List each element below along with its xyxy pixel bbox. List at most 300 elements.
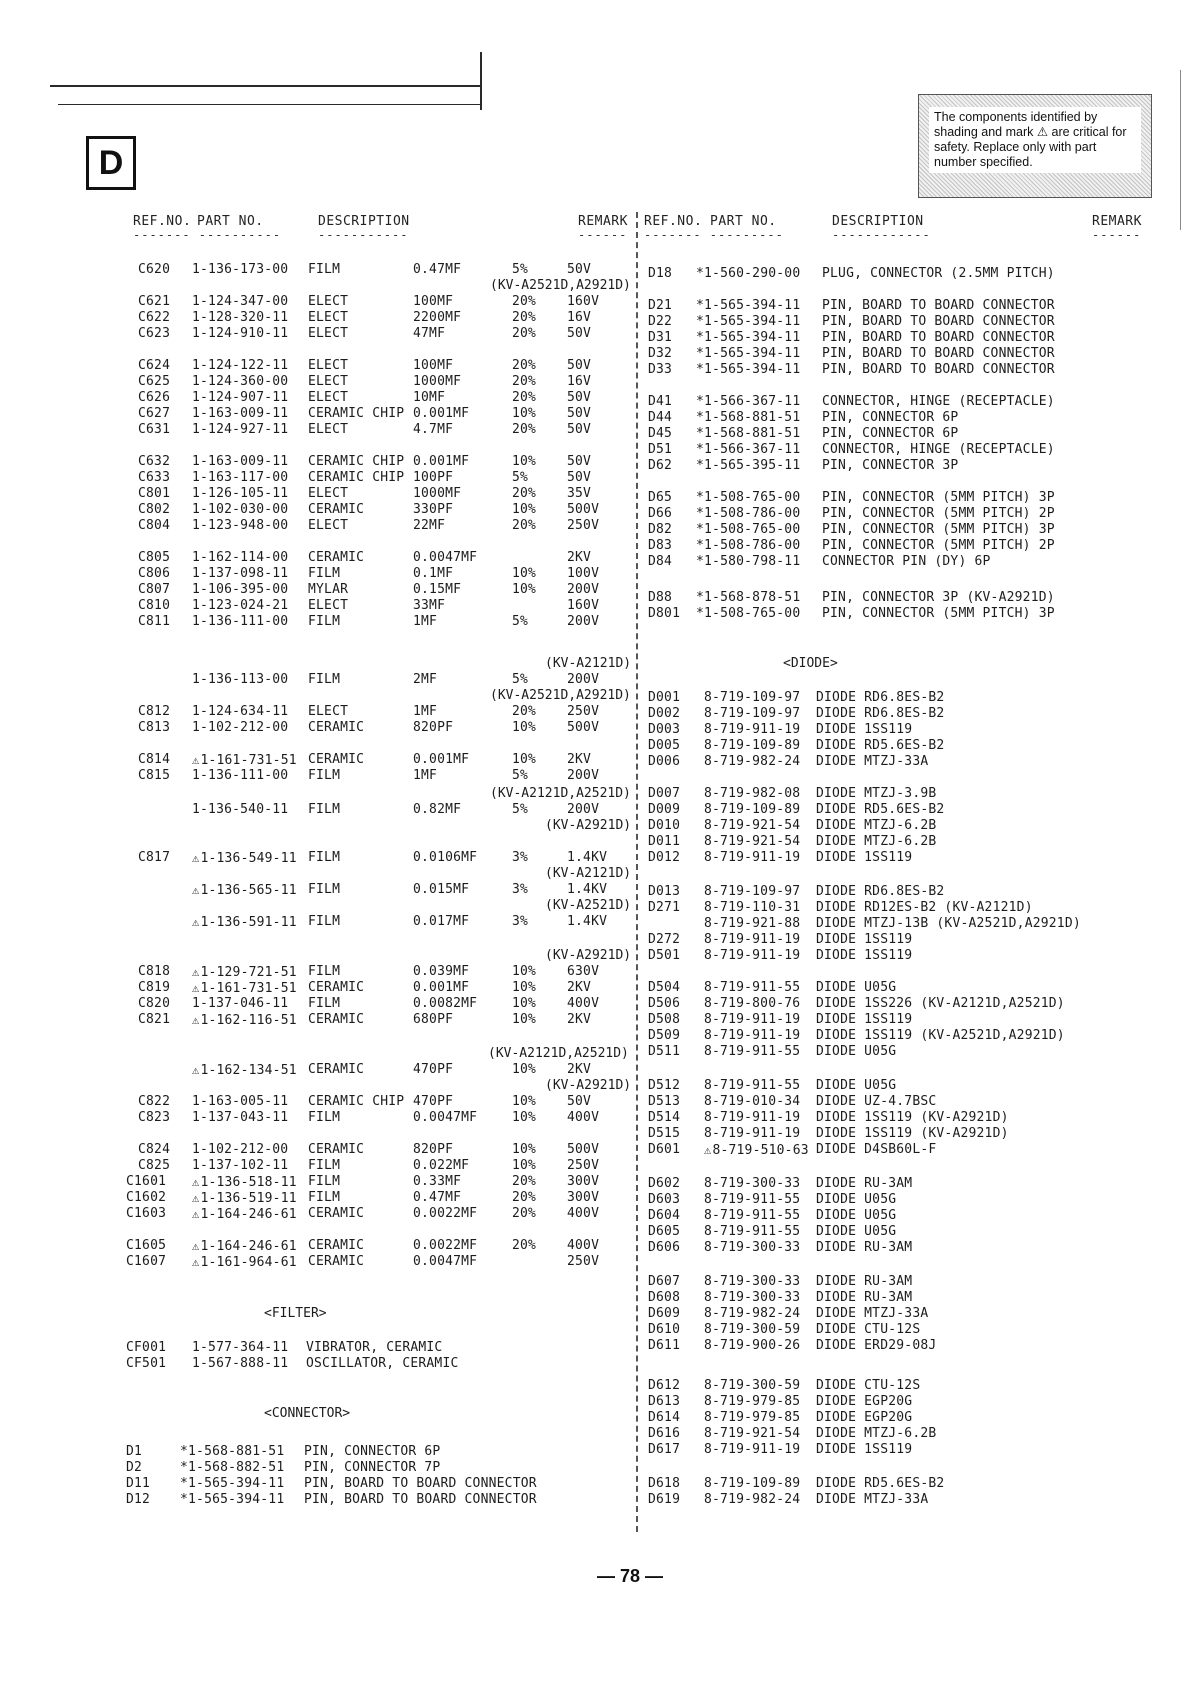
- part-no: [696, 606, 800, 622]
- tolerance: [512, 1094, 536, 1110]
- component-type-text: ELECT: [308, 326, 349, 341]
- tolerance: [512, 310, 536, 326]
- description: [816, 1176, 912, 1192]
- tolerance-text: 20%: [512, 358, 537, 373]
- component-type-text: FILM: [308, 614, 341, 629]
- ref-no-text: D509: [648, 1028, 681, 1043]
- component-value-text: 1MF: [413, 704, 438, 719]
- component-type-text: FILM: [308, 1190, 341, 1205]
- ref-no: [648, 1028, 680, 1044]
- part-no-text: 8-719-010-34: [704, 1094, 801, 1109]
- ref-no-text: C625: [138, 374, 171, 389]
- voltage-rating-text: 1.4KV: [567, 882, 608, 897]
- ref-no: [648, 1274, 680, 1290]
- voltage-rating: [567, 850, 607, 866]
- ref-no-text: D508: [648, 1012, 681, 1027]
- part-no: [696, 330, 800, 346]
- description-text: PIN, CONNECTOR 3P: [822, 458, 959, 473]
- ref-no: [138, 582, 170, 598]
- description-text: PIN, CONNECTOR (5MM PITCH) 2P: [822, 506, 1055, 521]
- description-text: DIODE RU-3AM: [816, 1274, 913, 1289]
- component-type-text: CERAMIC CHIP: [308, 1094, 405, 1109]
- part-no: [704, 884, 800, 900]
- part-no-text: 1-102-212-00: [192, 1142, 289, 1157]
- part-no: [696, 362, 800, 378]
- ref-no: [138, 768, 170, 784]
- remark-note: (KV-A2521D): [545, 898, 632, 913]
- ref-no-text: D22: [648, 314, 673, 329]
- part-no: [192, 1062, 297, 1079]
- part-no: [696, 538, 800, 554]
- ref-no-text: D609: [648, 1306, 681, 1321]
- component-type-text: CERAMIC: [308, 980, 365, 995]
- component-type-text: FILM: [308, 672, 341, 687]
- ref-no-text: D007: [648, 786, 681, 801]
- voltage-rating: [567, 752, 591, 768]
- part-no-text: 8-719-979-85: [704, 1410, 801, 1425]
- description-text: DIODE 1SS119: [816, 722, 913, 737]
- part-no: [704, 850, 800, 866]
- component-value-text: 22MF: [413, 518, 446, 533]
- voltage-rating-text: 400V: [567, 1110, 600, 1125]
- voltage-rating: [567, 598, 599, 614]
- voltage-rating: [567, 358, 591, 374]
- ref-no: [138, 1012, 170, 1028]
- part-no: [192, 1190, 297, 1207]
- ref-no: [126, 1340, 166, 1356]
- component-value: [413, 1238, 477, 1254]
- component-value: [413, 422, 453, 438]
- voltage-rating-text: 50V: [567, 262, 592, 277]
- description-text: DIODE RD6.8ES-B2: [816, 706, 945, 721]
- page-edge-line: [1180, 70, 1181, 230]
- ref-no-text: C822: [138, 1094, 171, 1109]
- part-no: [192, 310, 288, 326]
- ref-no: [138, 550, 170, 566]
- description-text: PIN, BOARD TO BOARD CONNECTOR: [822, 330, 1055, 345]
- voltage-rating: [567, 406, 591, 422]
- ref-no: [648, 590, 672, 606]
- tolerance: [512, 1190, 536, 1206]
- ref-no: [138, 850, 170, 866]
- component-type-text: FILM: [308, 1158, 341, 1173]
- part-no-text: 1-136-113-00: [192, 672, 289, 687]
- ref-no: [138, 614, 170, 630]
- part-no-text: 8-719-510-63: [712, 1143, 809, 1158]
- tolerance: [512, 964, 536, 980]
- ref-no-text: D011: [648, 834, 681, 849]
- part-no: [192, 1012, 297, 1029]
- component-value-text: 100MF: [413, 294, 454, 309]
- part-no: [704, 722, 800, 738]
- part-no-text: 8-719-911-55: [704, 1208, 801, 1223]
- part-no-text: *1-565-394-11: [696, 346, 801, 361]
- part-no-text: 1-137-043-11: [192, 1110, 289, 1125]
- description: [816, 1240, 912, 1256]
- component-value-text: 100PF: [413, 470, 454, 485]
- voltage-rating-text: 2KV: [567, 550, 592, 565]
- ref-no: [138, 422, 170, 438]
- safety-warning-icon: ⚠: [192, 851, 200, 865]
- remark-note: (KV-A2521D,A2921D): [490, 688, 631, 703]
- description-text: PIN, BOARD TO BOARD CONNECTOR: [822, 298, 1055, 313]
- tolerance: [512, 454, 536, 470]
- description: [816, 1338, 936, 1354]
- component-type-text: FILM: [308, 262, 341, 277]
- component-type: [308, 964, 340, 980]
- part-no: [704, 818, 800, 834]
- voltage-rating: [567, 704, 599, 720]
- ref-no: [648, 1224, 680, 1240]
- part-no: [704, 706, 800, 722]
- component-value: [413, 1142, 453, 1158]
- part-no: [704, 738, 800, 754]
- tolerance-text: 20%: [512, 518, 537, 533]
- part-no-text: 1-137-102-11: [192, 1158, 289, 1173]
- tolerance: [512, 1206, 536, 1222]
- ref-no-text: D44: [648, 410, 673, 425]
- ref-no: [126, 1444, 142, 1460]
- part-no-text: 1-136-540-11: [192, 802, 289, 817]
- part-no: [192, 566, 288, 582]
- voltage-rating-text: 50V: [567, 326, 592, 341]
- description-text: DIODE MTZJ-33A: [816, 754, 929, 769]
- component-type: [308, 1190, 340, 1206]
- description-text: PIN, CONNECTOR 6P: [822, 410, 959, 425]
- description: [816, 738, 944, 754]
- tolerance-text: 10%: [512, 566, 537, 581]
- description-text: DIODE MTZJ-3.9B: [816, 786, 937, 801]
- tolerance-text: 20%: [512, 294, 537, 309]
- voltage-rating-text: 250V: [567, 1158, 600, 1173]
- component-type-text: CERAMIC: [308, 1062, 365, 1077]
- component-value: [413, 704, 437, 720]
- component-type: [308, 566, 340, 582]
- description-text: PIN, CONNECTOR (5MM PITCH) 2P: [822, 538, 1055, 553]
- part-no-text: 1-136-549-11: [200, 851, 297, 866]
- description-text: DIODE RU-3AM: [816, 1176, 913, 1191]
- ref-no-text: C631: [138, 422, 171, 437]
- page-number: — 78 —: [596, 1566, 664, 1586]
- tolerance: [512, 390, 536, 406]
- component-value: [413, 486, 461, 502]
- description: [816, 818, 936, 834]
- part-no: [704, 1176, 800, 1192]
- ref-no-text: D001: [648, 690, 681, 705]
- part-no-text: 8-719-982-24: [704, 1306, 801, 1321]
- description: [816, 1394, 912, 1410]
- description-text: DIODE ERD29-08J: [816, 1338, 937, 1353]
- voltage-rating-text: 1.4KV: [567, 850, 608, 865]
- voltage-rating-text: 250V: [567, 704, 600, 719]
- safety-warning-icon: ⚠: [192, 1255, 200, 1269]
- part-no: [704, 1338, 800, 1354]
- ref-no-text: D619: [648, 1492, 681, 1507]
- component-value: [413, 768, 437, 784]
- tolerance-text: 10%: [512, 1012, 537, 1027]
- ref-no: [648, 538, 672, 554]
- voltage-rating: [567, 802, 599, 818]
- safety-warning-icon: ⚠: [192, 1207, 200, 1221]
- component-type: [308, 802, 340, 818]
- component-value: [413, 752, 469, 768]
- component-value: [413, 1206, 477, 1222]
- component-value-text: 0.022MF: [413, 1158, 470, 1173]
- part-no-text: 1-162-116-51: [200, 1013, 297, 1028]
- part-no-text: 1-124-907-11: [192, 390, 289, 405]
- tolerance: [512, 850, 528, 866]
- part-no-text: 1-163-009-11: [192, 454, 289, 469]
- ref-no: [648, 1492, 680, 1508]
- tolerance-text: 5%: [512, 470, 529, 485]
- component-value: [413, 850, 477, 866]
- part-no-text: 8-719-911-19: [704, 850, 801, 865]
- tolerance-text: 10%: [512, 454, 537, 469]
- description: [816, 948, 912, 964]
- component-value-text: 330PF: [413, 502, 454, 517]
- part-no: [696, 314, 800, 330]
- ref-no: [648, 314, 672, 330]
- component-type: [308, 882, 340, 898]
- part-no: [192, 582, 288, 598]
- part-no-text: *1-566-367-11: [696, 442, 801, 457]
- part-no: [192, 454, 288, 470]
- component-value: [413, 1254, 477, 1270]
- ref-no: [126, 1492, 150, 1508]
- voltage-rating-text: 2KV: [567, 1012, 592, 1027]
- tolerance-text: 10%: [512, 964, 537, 979]
- description: [816, 834, 936, 850]
- component-value: [413, 614, 437, 630]
- part-no-text: 8-719-300-33: [704, 1290, 801, 1305]
- component-type: [308, 294, 348, 310]
- voltage-rating-text: 16V: [567, 310, 592, 325]
- component-value-text: 680PF: [413, 1012, 454, 1027]
- part-no-text: 8-719-109-97: [704, 884, 801, 899]
- ref-no-text: D006: [648, 754, 681, 769]
- part-no-text: 1-124-360-00: [192, 374, 289, 389]
- part-no: [704, 1442, 800, 1458]
- ref-no: [126, 1206, 166, 1222]
- ref-no: [648, 362, 672, 378]
- ref-no: [138, 720, 170, 736]
- description-text: DIODE UZ-4.7BSC: [816, 1094, 937, 1109]
- part-no-text: 8-719-900-26: [704, 1338, 801, 1353]
- component-type: [308, 598, 348, 614]
- description: [816, 1322, 920, 1338]
- ref-no: [138, 1142, 170, 1158]
- left-header-description: DESCRIPTION: [318, 214, 410, 229]
- ref-no-text: C1601: [126, 1174, 167, 1189]
- description-text: DIODE 1SS119: [816, 932, 913, 947]
- tolerance: [512, 768, 528, 784]
- ref-no: [138, 598, 170, 614]
- part-no-text: 8-719-921-54: [704, 818, 801, 833]
- ref-no: [648, 1044, 680, 1060]
- part-no-text: 1-161-731-51: [200, 981, 297, 996]
- component-type: [308, 768, 340, 784]
- part-no: [696, 554, 800, 570]
- voltage-rating-text: 200V: [567, 582, 600, 597]
- component-type-text: ELECT: [308, 358, 349, 373]
- component-type-text: CERAMIC: [308, 1254, 365, 1269]
- description: [816, 900, 1033, 916]
- tolerance-text: 20%: [512, 1190, 537, 1205]
- part-no-text: *1-565-394-11: [180, 1492, 285, 1507]
- description: [816, 1142, 936, 1158]
- voltage-rating: [567, 996, 599, 1012]
- description-text: DIODE RD5.6ES-B2: [816, 738, 945, 753]
- part-no: [704, 1274, 800, 1290]
- description: [816, 1110, 1009, 1126]
- voltage-rating: [567, 486, 591, 502]
- description-text: DIODE U05G: [816, 1078, 897, 1093]
- right-header-remark: REMARK: [1092, 214, 1142, 229]
- component-type-text: CERAMIC: [308, 550, 365, 565]
- safety-warning-icon: ⚠: [192, 883, 200, 897]
- component-value-text: 1MF: [413, 614, 438, 629]
- ref-no: [138, 752, 170, 768]
- ref-no-text: D12: [126, 1492, 151, 1507]
- ref-no: [648, 1290, 680, 1306]
- ref-no: [648, 802, 680, 818]
- description-text: DIODE 1SS119: [816, 850, 913, 865]
- ref-no: [138, 326, 170, 342]
- description: [822, 346, 1055, 362]
- ref-no: [648, 346, 672, 362]
- component-type-text: CERAMIC: [308, 720, 365, 735]
- part-no: [192, 518, 288, 534]
- component-type-text: ELECT: [308, 390, 349, 405]
- voltage-rating-text: 100V: [567, 566, 600, 581]
- ref-no-text: D32: [648, 346, 673, 361]
- part-no-text: 8-719-300-59: [704, 1322, 801, 1337]
- voltage-rating: [567, 1142, 599, 1158]
- ref-no-text: C817: [138, 850, 171, 865]
- component-value-text: 0.001MF: [413, 406, 470, 421]
- part-no-text: 1-163-117-00: [192, 470, 289, 485]
- description-text: CONNECTOR, HINGE (RECEPTACLE): [822, 394, 1055, 409]
- component-value: [413, 1094, 453, 1110]
- ref-no: [648, 1322, 680, 1338]
- voltage-rating: [567, 566, 599, 582]
- voltage-rating-text: 2KV: [567, 1062, 592, 1077]
- description: [816, 980, 896, 996]
- description: [822, 458, 958, 474]
- component-value: [413, 550, 477, 566]
- ref-no: [138, 1094, 170, 1110]
- component-value-text: 0.0022MF: [413, 1238, 478, 1253]
- tolerance-text: 3%: [512, 850, 529, 865]
- tolerance-text: 20%: [512, 374, 537, 389]
- tolerance: [512, 374, 536, 390]
- ref-no-text: C801: [138, 486, 171, 501]
- component-type-text: FILM: [308, 768, 341, 783]
- ref-no-text: D1: [126, 1444, 143, 1459]
- ref-no-text: C825: [138, 1158, 171, 1173]
- description-text: DIODE MTZJ-13B (KV-A2521D,A2921D): [816, 916, 1081, 931]
- component-type: [308, 996, 340, 1012]
- component-type: [308, 422, 348, 438]
- description: [822, 426, 958, 442]
- part-no: [704, 1290, 800, 1306]
- left-header-desc-underline: -----------: [318, 228, 409, 242]
- part-no: [192, 1340, 288, 1356]
- part-no: [696, 522, 800, 538]
- component-type-text: ELECT: [308, 598, 349, 613]
- part-no: [704, 916, 800, 932]
- safety-warning-icon: ⚠: [192, 981, 200, 995]
- description: [306, 1356, 459, 1372]
- part-no-text: 1-106-395-00: [192, 582, 289, 597]
- voltage-rating-text: 200V: [567, 672, 600, 687]
- component-value: [413, 326, 445, 342]
- ref-no-text: C805: [138, 550, 171, 565]
- component-type-text: FILM: [308, 882, 341, 897]
- part-no-text: 8-719-921-88: [704, 916, 801, 931]
- voltage-rating: [567, 914, 607, 930]
- description-text: DIODE MTZJ-6.2B: [816, 834, 937, 849]
- part-no-text: 8-719-109-89: [704, 802, 801, 817]
- component-type: [308, 326, 348, 342]
- voltage-rating: [567, 326, 591, 342]
- component-type: [308, 914, 340, 930]
- ref-no-text: D88: [648, 590, 673, 605]
- component-value: [413, 720, 453, 736]
- safety-warning-icon: ⚠: [192, 1013, 200, 1027]
- description-text: DIODE RU-3AM: [816, 1290, 913, 1305]
- component-value: [413, 1110, 477, 1126]
- ref-no: [138, 1158, 170, 1174]
- part-no: [180, 1476, 284, 1492]
- ref-no-text: C814: [138, 752, 171, 767]
- component-type: [308, 1062, 364, 1078]
- ref-no: [648, 1094, 680, 1110]
- voltage-rating: [567, 768, 599, 784]
- ref-no-text: D65: [648, 490, 673, 505]
- ref-no-text: C802: [138, 502, 171, 517]
- component-value-text: 0.15MF: [413, 582, 462, 597]
- part-no-text: 1-577-364-11: [192, 1340, 289, 1355]
- description: [816, 1044, 896, 1060]
- component-type: [308, 1254, 364, 1270]
- description-text: DIODE RD6.8ES-B2: [816, 884, 945, 899]
- component-type-text: FILM: [308, 566, 341, 581]
- tolerance-text: 20%: [512, 1174, 537, 1189]
- description: [816, 1126, 1009, 1142]
- ref-no: [648, 1306, 680, 1322]
- ref-no: [138, 470, 170, 486]
- ref-no-text: C632: [138, 454, 171, 469]
- part-no: [192, 1142, 288, 1158]
- tolerance: [512, 720, 536, 736]
- part-no-text: *1-566-367-11: [696, 394, 801, 409]
- voltage-rating-text: 2KV: [567, 752, 592, 767]
- ref-no-text: D513: [648, 1094, 681, 1109]
- part-no-text: 1-123-948-00: [192, 518, 289, 533]
- part-no-text: 1-136-565-11: [200, 883, 297, 898]
- tolerance: [512, 326, 536, 342]
- part-no: [192, 1174, 297, 1191]
- component-value-text: 2200MF: [413, 310, 462, 325]
- ref-no: [648, 1378, 680, 1394]
- component-type-text: CERAMIC CHIP: [308, 454, 405, 469]
- part-no: [192, 294, 288, 310]
- part-no-text: 8-719-300-59: [704, 1378, 801, 1393]
- ref-no: [648, 932, 680, 948]
- ref-no: [648, 458, 672, 474]
- voltage-rating-text: 630V: [567, 964, 600, 979]
